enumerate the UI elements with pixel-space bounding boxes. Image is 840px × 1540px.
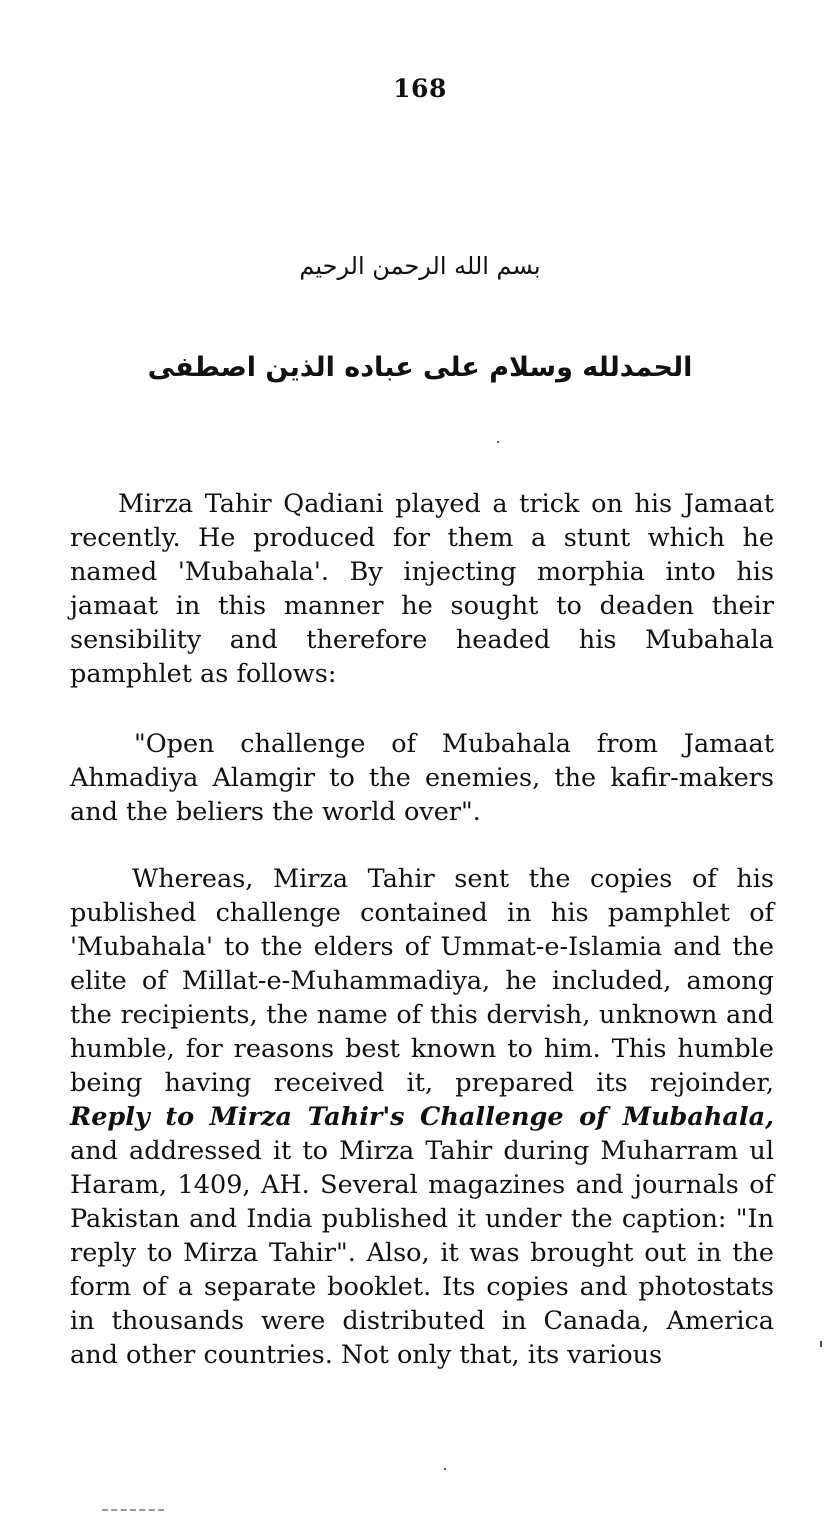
paragraph-intro: Mirza Tahir Qadiani played a trick on his Jamaat recently. He produced for them a stunt which he named 'Mubahala'. By injecting morphia into his jamaat in this manner he sought to deaden their sensibility and therefore headed his Mubahala pamphlet as follows: <box>70 489 774 689</box>
scan-marks <box>102 1509 164 1513</box>
bismillah-heading: بسم الله الرحمن الرحيم <box>299 252 541 280</box>
scan-speck <box>820 1341 822 1347</box>
scan-speck <box>497 441 499 443</box>
paragraph-rejoinder-text-1: Whereas, Mirza Tahir sent the copies of his published challenge contained in his pamphlet of 'Mubahala' to the elders of Ummat-e-Islamia and the elite of Millat-e-Muhammadiya, he included, among the recipients, the name of this dervish, unknown and humble, for reasons best known to him. This humble being having received it, prepared its rejoinder, <box>70 864 774 1098</box>
paragraph-rejoinder-text-2: and addressed it to Mirza Tahir during Muharram ul Haram, 1409, AH. Several magazines and journals of Pakistan and India published it under the caption: "In reply to Mirza Tahir". Also, it was brought out in the form of a separate booklet. Its copies and photostats in thousands were distributed in Canada, America and other countries. Not only that, its various <box>70 1136 774 1370</box>
page-number: 168 <box>393 74 447 103</box>
scan-speck <box>444 1468 446 1470</box>
paragraph-rejoinder <box>70 862 774 1372</box>
hamd-heading: الحمدلله وسلام على عباده الذين اصطفى <box>147 352 693 383</box>
paragraph-quote: "Open challenge of Mubahala from Jamaat Ahmadiya Alamgir to the enemies, the kafir-makers and the beliers the world over". <box>70 729 774 827</box>
booklet-title: Reply to Mirza Tahir's Challenge of Mubahala, <box>70 1102 774 1132</box>
